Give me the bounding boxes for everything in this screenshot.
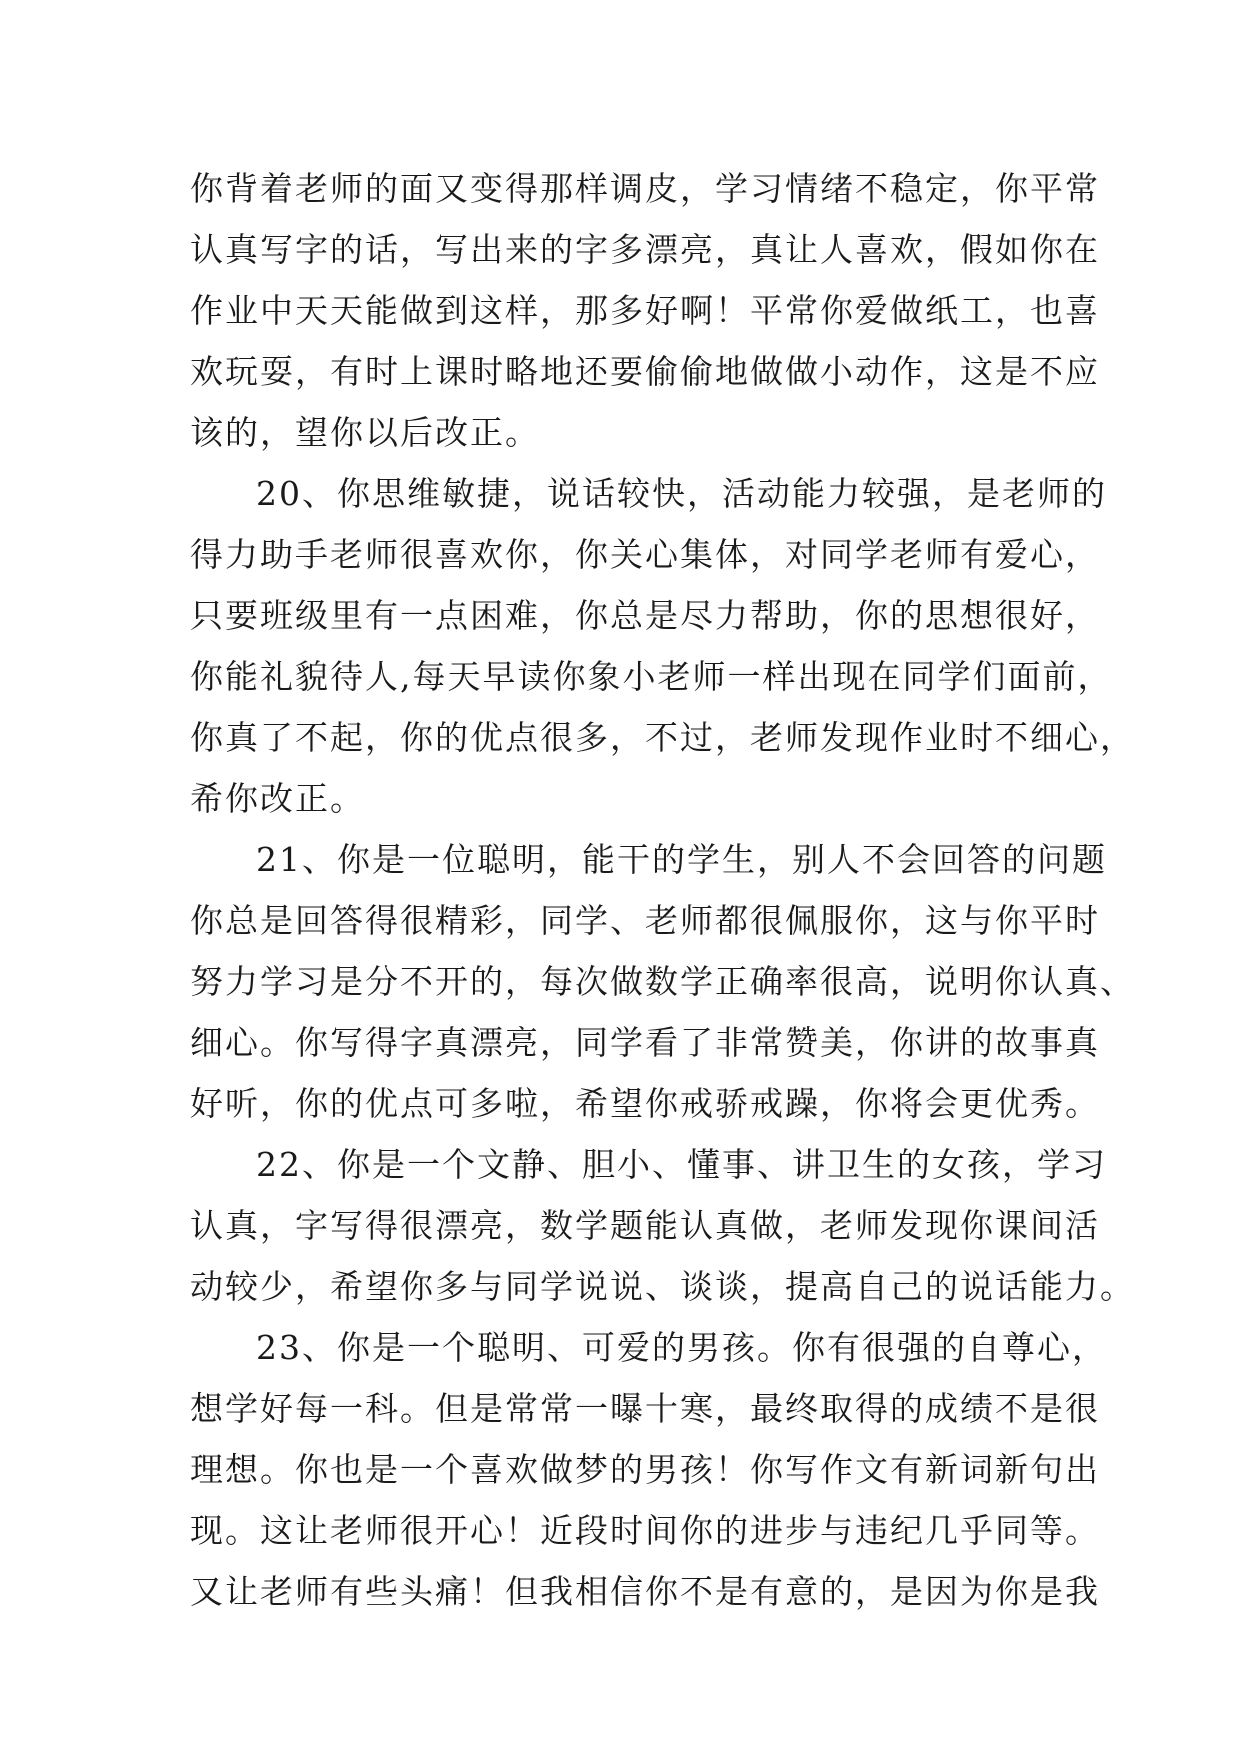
text-line: 该的，望你以后改正。 (190, 413, 540, 452)
text-line: 得力助手老师很喜欢你，你关心集体，对同学老师有爱心， (190, 535, 1100, 574)
text-line: 好听，你的优点可多啦，希望你戒骄戒躁，你将会更优秀。 (190, 1084, 1100, 1123)
text-line: 细心。你写得字真漂亮，同学看了非常赞美，你讲的故事真 (190, 1023, 1100, 1062)
text-line: 你能礼貌待人,每天早读你象小老师一样出现在同学们面前， (190, 657, 1113, 696)
text-line: 又让老师有些头痛！但我相信你不是有意的，是因为你是我 (190, 1572, 1100, 1611)
document-body (190, 158, 1135, 1622)
text-line: 认真写字的话，写出来的字多漂亮，真让人喜欢，假如你在 (190, 230, 1100, 269)
text-line: 努力学习是分不开的，每次做数学正确率很高，说明你认真、 (190, 962, 1135, 1001)
text-line: 理想。你也是一个喜欢做梦的男孩！你写作文有新词新句出 (190, 1450, 1100, 1489)
text-line: 只要班级里有一点困难，你总是尽力帮助，你的思想很好， (190, 596, 1100, 635)
text-line: 你背着老师的面又变得那样调皮，学习情绪不稳定，你平常 (190, 169, 1100, 208)
text-line: 你总是回答得很精彩，同学、老师都很佩服你，这与你平时 (190, 901, 1100, 940)
text-line: 欢玩耍，有时上课时略地还要偷偷地做做小动作，这是不应 (190, 352, 1100, 391)
text-line: 你真了不起，你的优点很多，不过，老师发现作业时不细心， (190, 718, 1135, 757)
text-line: 作业中天天能做到这样，那多好啊！平常你爱做纸工，也喜 (190, 291, 1100, 330)
text-line: 想学好每一科。但是常常一曝十寒，最终取得的成绩不是很 (190, 1389, 1100, 1428)
text-line: 认真，字写得很漂亮，数学题能认真做，老师发现你课间活 (190, 1206, 1100, 1245)
text-line: 希你改正。 (190, 779, 365, 818)
text-line: 动较少，希望你多与同学说说、谈谈，提高自己的说话能力。 (190, 1267, 1135, 1306)
text-line: 现。这让老师很开心！近段时间你的进步与违纪几乎同等。 (190, 1511, 1100, 1550)
paragraph-start-line: 22、你是一个文静、胆小、懂事、讲卫生的女孩，学习 (256, 1145, 1107, 1184)
paragraph-start-line: 23、你是一个聪明、可爱的男孩。你有很强的自尊心， (256, 1328, 1107, 1367)
paragraph-start-line: 21、你是一位聪明，能干的学生，别人不会回答的问题 (256, 840, 1107, 879)
paragraph-start-line: 20、你思维敏捷，说话较快，活动能力较强，是老师的 (256, 474, 1107, 513)
